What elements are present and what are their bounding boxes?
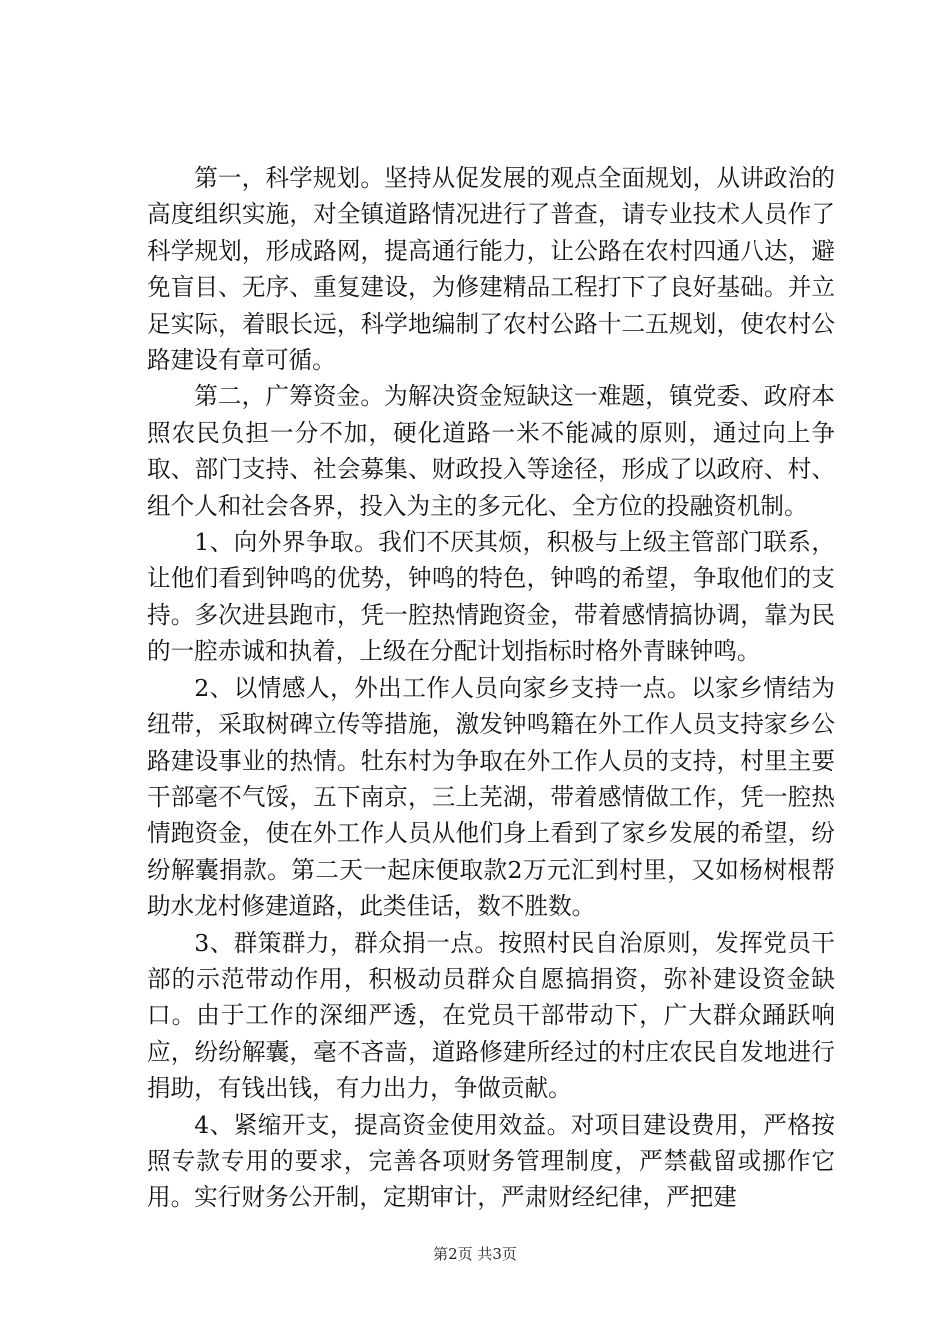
paragraph-funding: 第二，广筹资金。为解决资金短缺这一难题，镇党委、政府本照农民负担一分不加，硬化道路一米不能减的原则，通过向上争取、部门支持、社会募集、财政投入等途径，形成了以政府、村、组个人和社会各界，投入为主的多元化、全方位的投融资机制。 [147,382,835,520]
paragraph-cost-control: 4、紧缩开支，提高资金使用效益。对项目建设费用，严格按照专款专用的要求，完善各项财务管理制度，严禁截留或挪作它用。实行财务公开制，定期审计，严肃财经纪律，严把建 [147,1110,835,1212]
paragraph-outside-workers: 2、以情感人，外出工作人员向家乡支持一点。以家乡情结为纽带，采取树碑立传等措施，激发钟鸣籍在外工作人员支持家乡公路建设事业的热情。牡东村为争取在外工作人员的支持，村里主要干部毫不气馁，五下南京，三上芜湖，带着感情做工作，凭一腔热情跑资金，使在外工作人员从他们身上看到了家乡发展的希望，纷纷解囊捐款。第二天一起床便取款2万元汇到村里，又如杨树根帮助水龙村修建道路，此类佳话，数不胜数。 [147,673,835,921]
page-number-footer: 第2页 共3页 [433,1245,517,1263]
paragraph-public-donation: 3、群策群力，群众捐一点。按照村民自治原则，发挥党员干部的示范带动作用，积极动员群众自愿搞捐资，弥补建设资金缺口。由于工作的深细严透，在党员干部带动下，广大群众踊跃响应，纷纷解囊，毫不吝啬，道路修建所经过的村庄农民自发地进行捐助，有钱出钱，有力出力，争做贡献。 [147,928,835,1103]
paragraph-planning: 第一，科学规划。坚持从促发展的观点全面规划，从讲政治的高度组织实施，对全镇道路情况进行了普查，请专业技术人员作了科学规划，形成路网，提高通行能力，让公路在农村四通八达，避免盲目、无序、重复建设，为修建精品工程打下了良好基础。并立足实际，着眼长远，科学地编制了农村公路十二五规划，使农村公路建设有章可循。 [147,164,835,375]
document-body [147,160,835,1216]
paragraph-external-support: 1、向外界争取。我们不厌其烦，积极与上级主管部门联系，让他们看到钟鸣的优势，钟鸣的特色，钟鸣的希望，争取他们的支持。多次进县跑市，凭一腔热情跑资金，带着感情搞协调，靠为民的一腔赤诚和执着，上级在分配计划指标时格外青睐钟鸣。 [147,528,835,666]
